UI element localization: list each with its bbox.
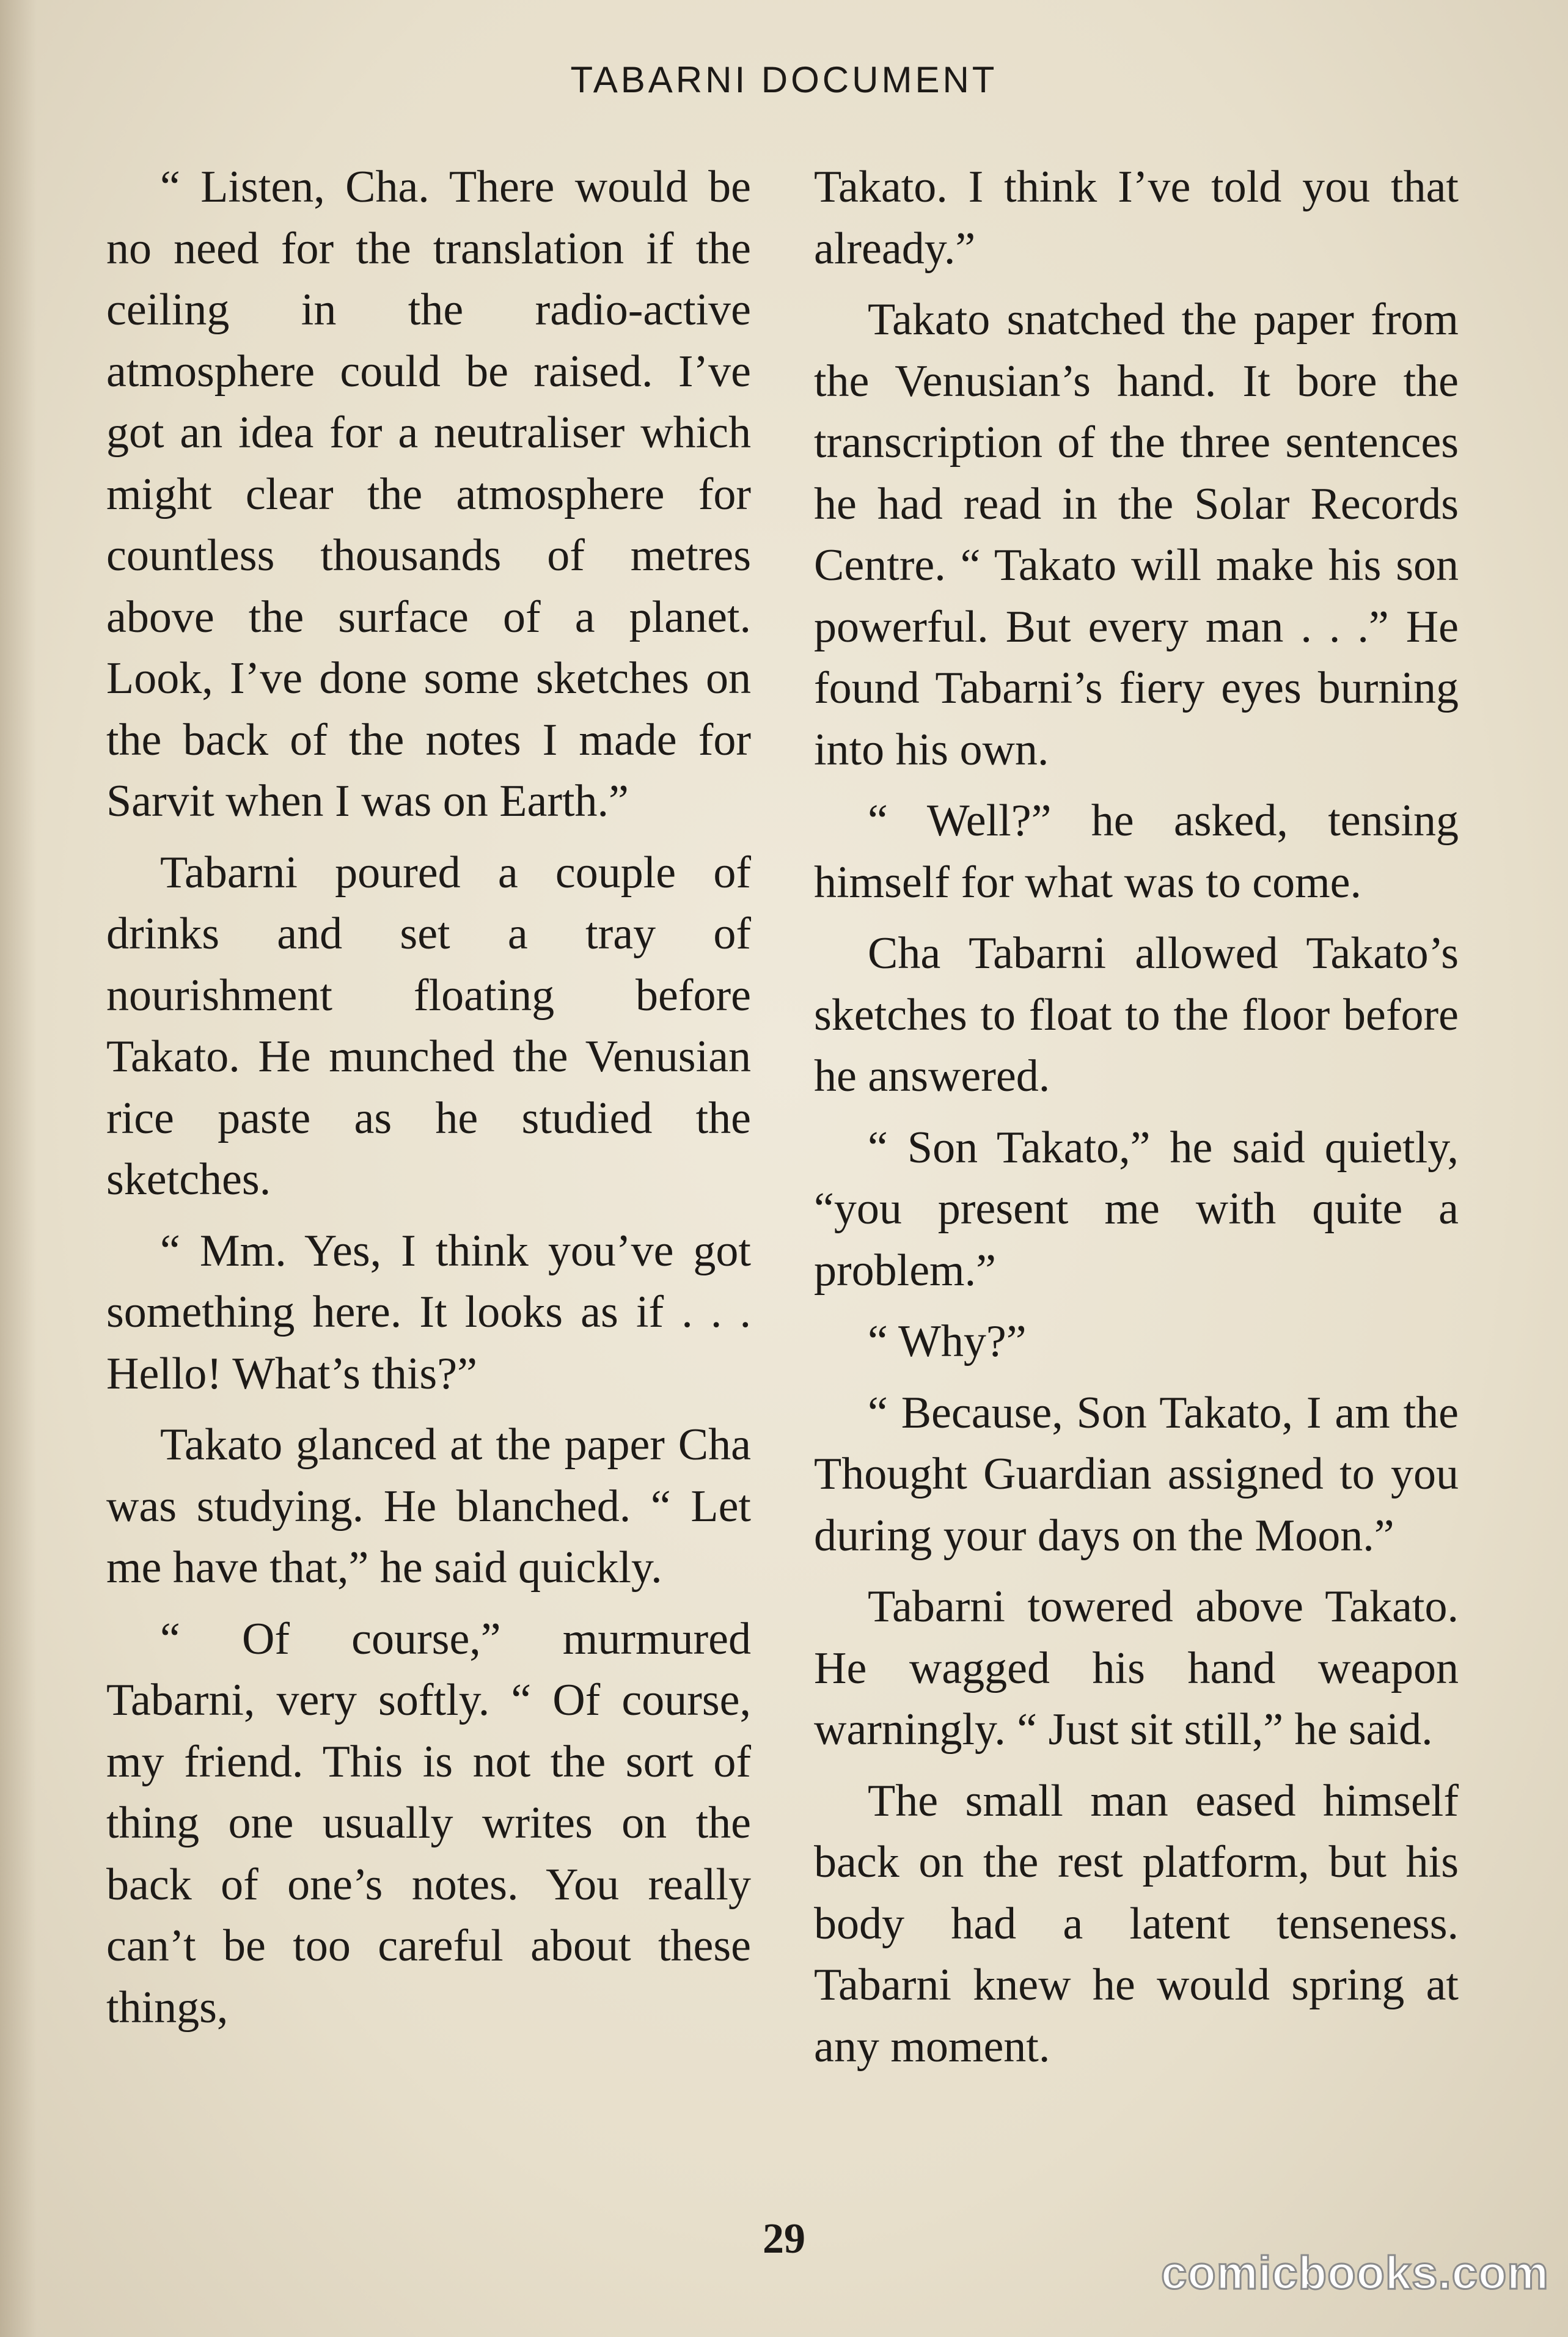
paragraph-continuation: Takato. I think I’ve told you that already.”	[814, 162, 1459, 274]
paragraph: The small man eased himself back on the rest platform, but his body had a latent tenseness. Tabarni knew he would spring at any moment.	[814, 1775, 1459, 2072]
paragraph: Tabarni poured a couple of drinks and set a tray of nourishment floating before Takato. He munched the Venusian rice paste as he studied the sketches.	[106, 847, 751, 1205]
paragraph: Takato glanced at the paper Cha was studying. He blanched. “ Let me have that,” he said quickly.	[106, 1420, 751, 1593]
paragraph: “ Son Takato,” he said quietly, “you present me with quite a problem.”	[814, 1122, 1459, 1296]
paragraph: Cha Tabarni allowed Takato’s sketches to float to the floor before he answered.	[814, 928, 1459, 1101]
gutter-shadow	[0, 0, 37, 2337]
paragraph: “ Why?”	[868, 1316, 1027, 1367]
paragraph: Tabarni towered above Takato. He wagged his hand weapon warningly. “ Just sit still,” he said.	[814, 1582, 1459, 1755]
paragraph: “ Of course,” murmured Tabarni, very softly. “ Of course, my friend. This is not the sort of thing one usually writes on the back of one’s notes. You really can’t be too careful about these things,	[106, 1613, 751, 2033]
paragraph: “ Because, Son Takato, I am the Thought Guardian assigned to you during your days on the Moon.”	[814, 1387, 1459, 1561]
right-column	[814, 156, 1459, 2087]
running-title: TABARNI DOCUMENT	[570, 59, 998, 100]
paragraph: “ Mm. Yes, I think you’ve got something here. It looks as if . . . Hello! What’s this?”	[106, 1225, 751, 1399]
left-column	[106, 156, 751, 2048]
page-number: 29	[763, 2215, 805, 2262]
paragraph: Takato snatched the paper from the Venusian’s hand. It bore the transcription of the three sentences he had read in the Solar Records Centre. “ Takato will make his son powerful. But every man . . .” He found Tabarni’s fiery eyes burning into his own.	[814, 295, 1459, 775]
watermark-logo: comicbooks.com	[1161, 2247, 1549, 2299]
paragraph: “ Listen, Cha. There would be no need for the translation if the ceiling in the radio-active atmosphere could be raised. I’ve got an idea for a neutraliser which might clear the atmosphere for countless thousands of metres above the surface of a planet. Look, I’ve done some sketches on the back of the notes I made for Sarvit when I was on Earth.”	[106, 162, 751, 826]
paragraph: “ Well?” he asked, tensing himself for what was to come.	[814, 796, 1459, 908]
